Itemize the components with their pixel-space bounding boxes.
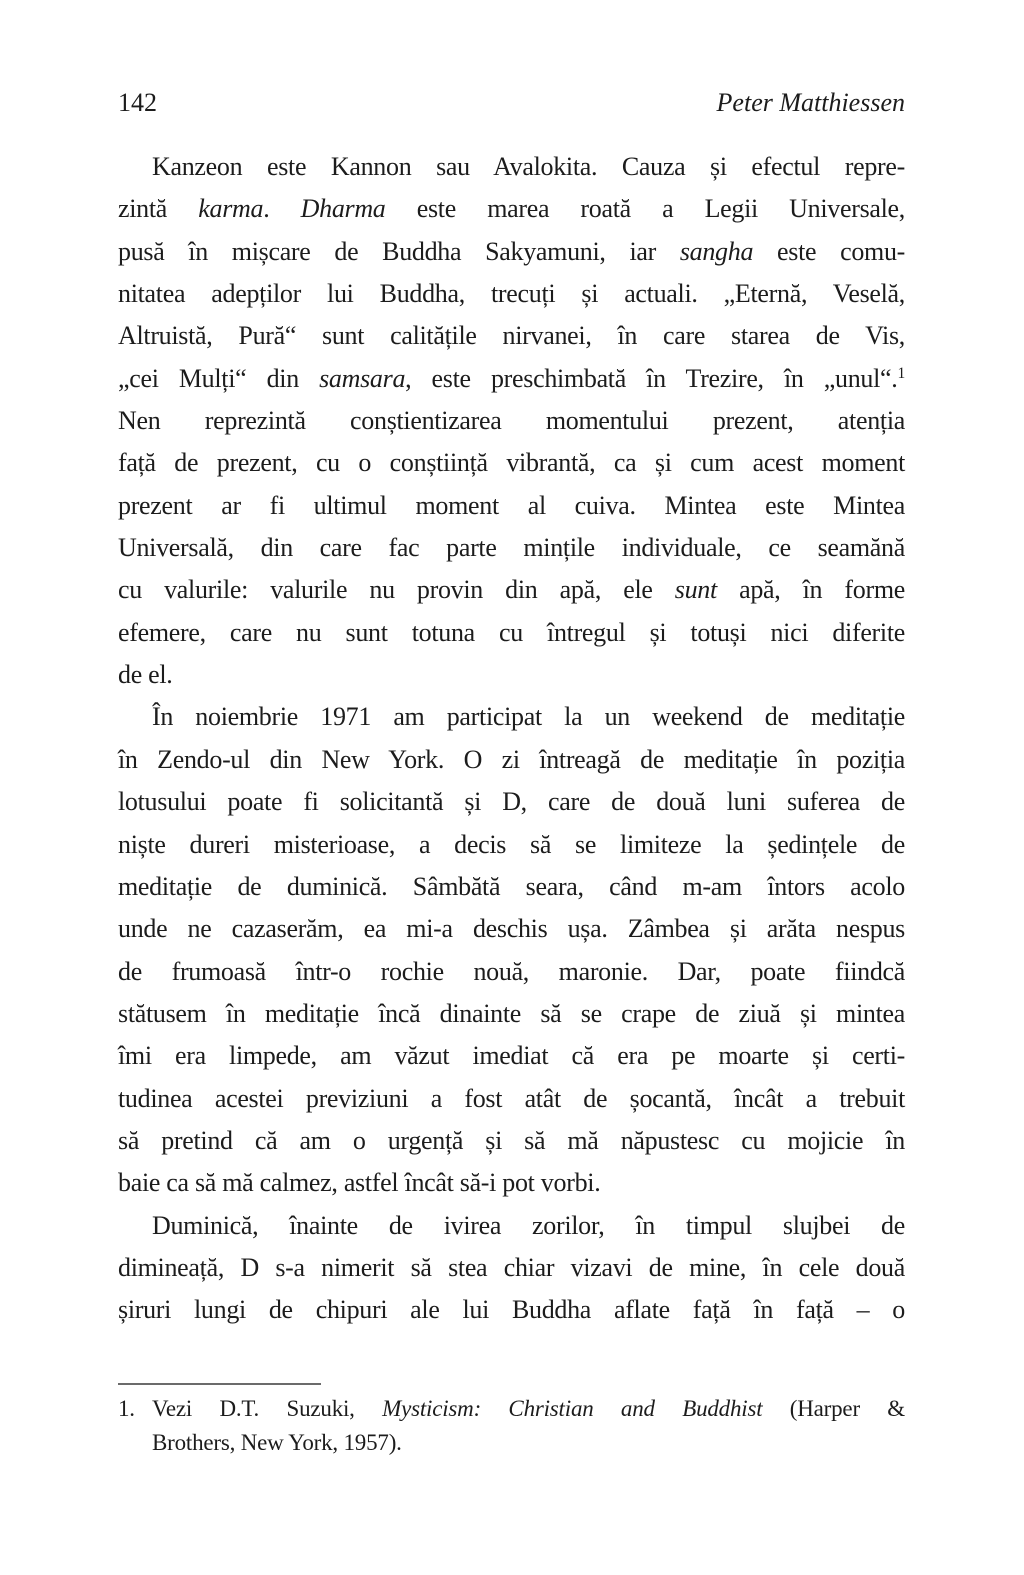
- footnote: [118, 1392, 905, 1459]
- body-line: [118, 654, 905, 696]
- text-segment: stătusem în meditație încă dinainte să se crape de ziuă și mintea: [118, 998, 905, 1028]
- footnote-line: [118, 1426, 905, 1460]
- text-segment: să pretind că am o urgență și să mă năpustesc cu mojicie în: [118, 1125, 905, 1155]
- text-segment: dimineață, D s-a nimerit să stea chiar vizavi de mine, în cele două: [118, 1252, 905, 1282]
- body-line: [118, 1289, 905, 1331]
- body-line: [118, 1205, 905, 1247]
- text-segment: zintă: [118, 194, 199, 224]
- page-number: 142: [118, 88, 157, 117]
- body-line: [118, 569, 905, 611]
- text-segment: pusă în mișcare de Buddha Sakyamuni, iar: [118, 236, 680, 266]
- text-segment: .: [263, 194, 301, 224]
- text-segment: efemere, care nu sunt totuna cu întregul și totuși nici diferite: [118, 617, 905, 647]
- body-line: [118, 824, 905, 866]
- body-line: [118, 188, 905, 230]
- body-line: [118, 739, 905, 781]
- text-segment: „cei Mulți“ din: [118, 363, 320, 393]
- footnote-marker: 1.: [118, 1396, 135, 1421]
- text-segment: nitatea adepților lui Buddha, trecuți și actuali. „Eternă, Veselă,: [118, 279, 905, 309]
- italic-segment: karma: [198, 194, 264, 224]
- body-line: [118, 781, 905, 823]
- text-segment: este marea roată a Legii Universale,: [385, 194, 905, 224]
- running-head-author: Peter Matthiessen: [716, 88, 905, 117]
- body-line: [118, 527, 905, 569]
- footnote-line: [118, 1392, 905, 1426]
- body-line: [118, 146, 905, 188]
- italic-segment: samsara: [319, 363, 406, 393]
- text-segment: prezent ar fi ultimul moment al cuiva. Mintea este Mintea: [118, 490, 905, 520]
- text-segment: îmi era limpede, am văzut imediat că era pe moarte și certi-: [118, 1041, 905, 1071]
- text-segment: baie ca să mă calmez, astfel încât să-i pot vorbi.: [118, 1168, 601, 1198]
- text-segment: Nen reprezintă conștientizarea momentului prezent, atenția: [118, 406, 905, 436]
- italic-segment: sangha: [679, 236, 754, 266]
- body-line: [118, 696, 905, 738]
- text-segment: Duminică, înainte de ivirea zorilor, în timpul slujbei de: [152, 1210, 905, 1240]
- body-line: [118, 400, 905, 442]
- text-segment: tudinea acestei previziuni a fost atât de șocantă, încât a trebuit: [118, 1083, 905, 1113]
- body-line: [118, 1247, 905, 1289]
- text-segment: (Harper &: [762, 1396, 905, 1421]
- page-header: [118, 88, 905, 118]
- text-segment: , este preschimbată în Trezire, în „unul“.: [405, 363, 898, 393]
- body-line: [118, 315, 905, 357]
- text-segment: niște dureri misterioase, a decis să se limiteze la ședințele de: [118, 829, 905, 859]
- italic-segment: sunt: [674, 575, 717, 605]
- text-segment: lotusului poate fi solicitantă și D, care de două luni suferea de: [118, 787, 905, 817]
- text-segment: este comu-: [753, 236, 906, 266]
- text-segment: de frumoasă într-o rochie nouă, maronie. Dar, poate fiindcă: [118, 956, 905, 986]
- body-line: [118, 612, 905, 654]
- body-line: [118, 866, 905, 908]
- text-segment: Vezi D.T. Suzuki,: [152, 1396, 383, 1421]
- italic-segment: Mysticism: Christian and Buddhist: [382, 1396, 763, 1421]
- text-segment: cu valurile: valurile nu provin din apă, ele: [118, 575, 675, 605]
- body-line: [118, 993, 905, 1035]
- body-line: [118, 231, 905, 273]
- text-segment: în Zendo-ul din New York. O zi întreagă de meditație în poziția: [118, 744, 905, 774]
- text-segment: meditație de duminică. Sâmbătă seara, când m-am întors acolo: [118, 871, 905, 901]
- footnote-reference: 1: [897, 365, 905, 383]
- text-segment: În noiembrie 1971 am participat la un weekend de meditație: [152, 702, 905, 732]
- body-line: [118, 1035, 905, 1077]
- body-line: [118, 951, 905, 993]
- text-segment: Brothers, New York, 1957).: [152, 1429, 402, 1455]
- text-segment: de el.: [118, 660, 173, 690]
- body-line: [118, 442, 905, 484]
- body-line: [118, 908, 905, 950]
- body-line: [118, 1078, 905, 1120]
- body-line: [118, 485, 905, 527]
- text-segment: șiruri lungi de chipuri ale lui Buddha aflate față în față – o: [118, 1295, 905, 1325]
- footnote-separator: [118, 1383, 321, 1385]
- text-segment: unde ne cazaserăm, ea mi-a deschis ușa. Zâmbea și arăta nespus: [118, 914, 905, 944]
- body-line: [118, 1162, 905, 1204]
- text-segment: apă, în forme: [716, 575, 905, 605]
- text-segment: Altruistă, Pură“ sunt calitățile nirvanei, în care starea de Vis,: [118, 321, 905, 351]
- body-line: [118, 273, 905, 315]
- body-line: [118, 358, 905, 400]
- text-segment: Kanzeon este Kannon sau Avalokita. Cauza și efectul repre-: [152, 152, 905, 181]
- body-line: [118, 1120, 905, 1162]
- italic-segment: Dharma: [300, 194, 386, 224]
- text-segment: Universală, din care fac parte mințile individuale, ce seamănă: [118, 533, 905, 563]
- body-text: [118, 146, 905, 1332]
- text-segment: față de prezent, cu o conștiință vibrantă, ca și cum acest moment: [118, 448, 905, 478]
